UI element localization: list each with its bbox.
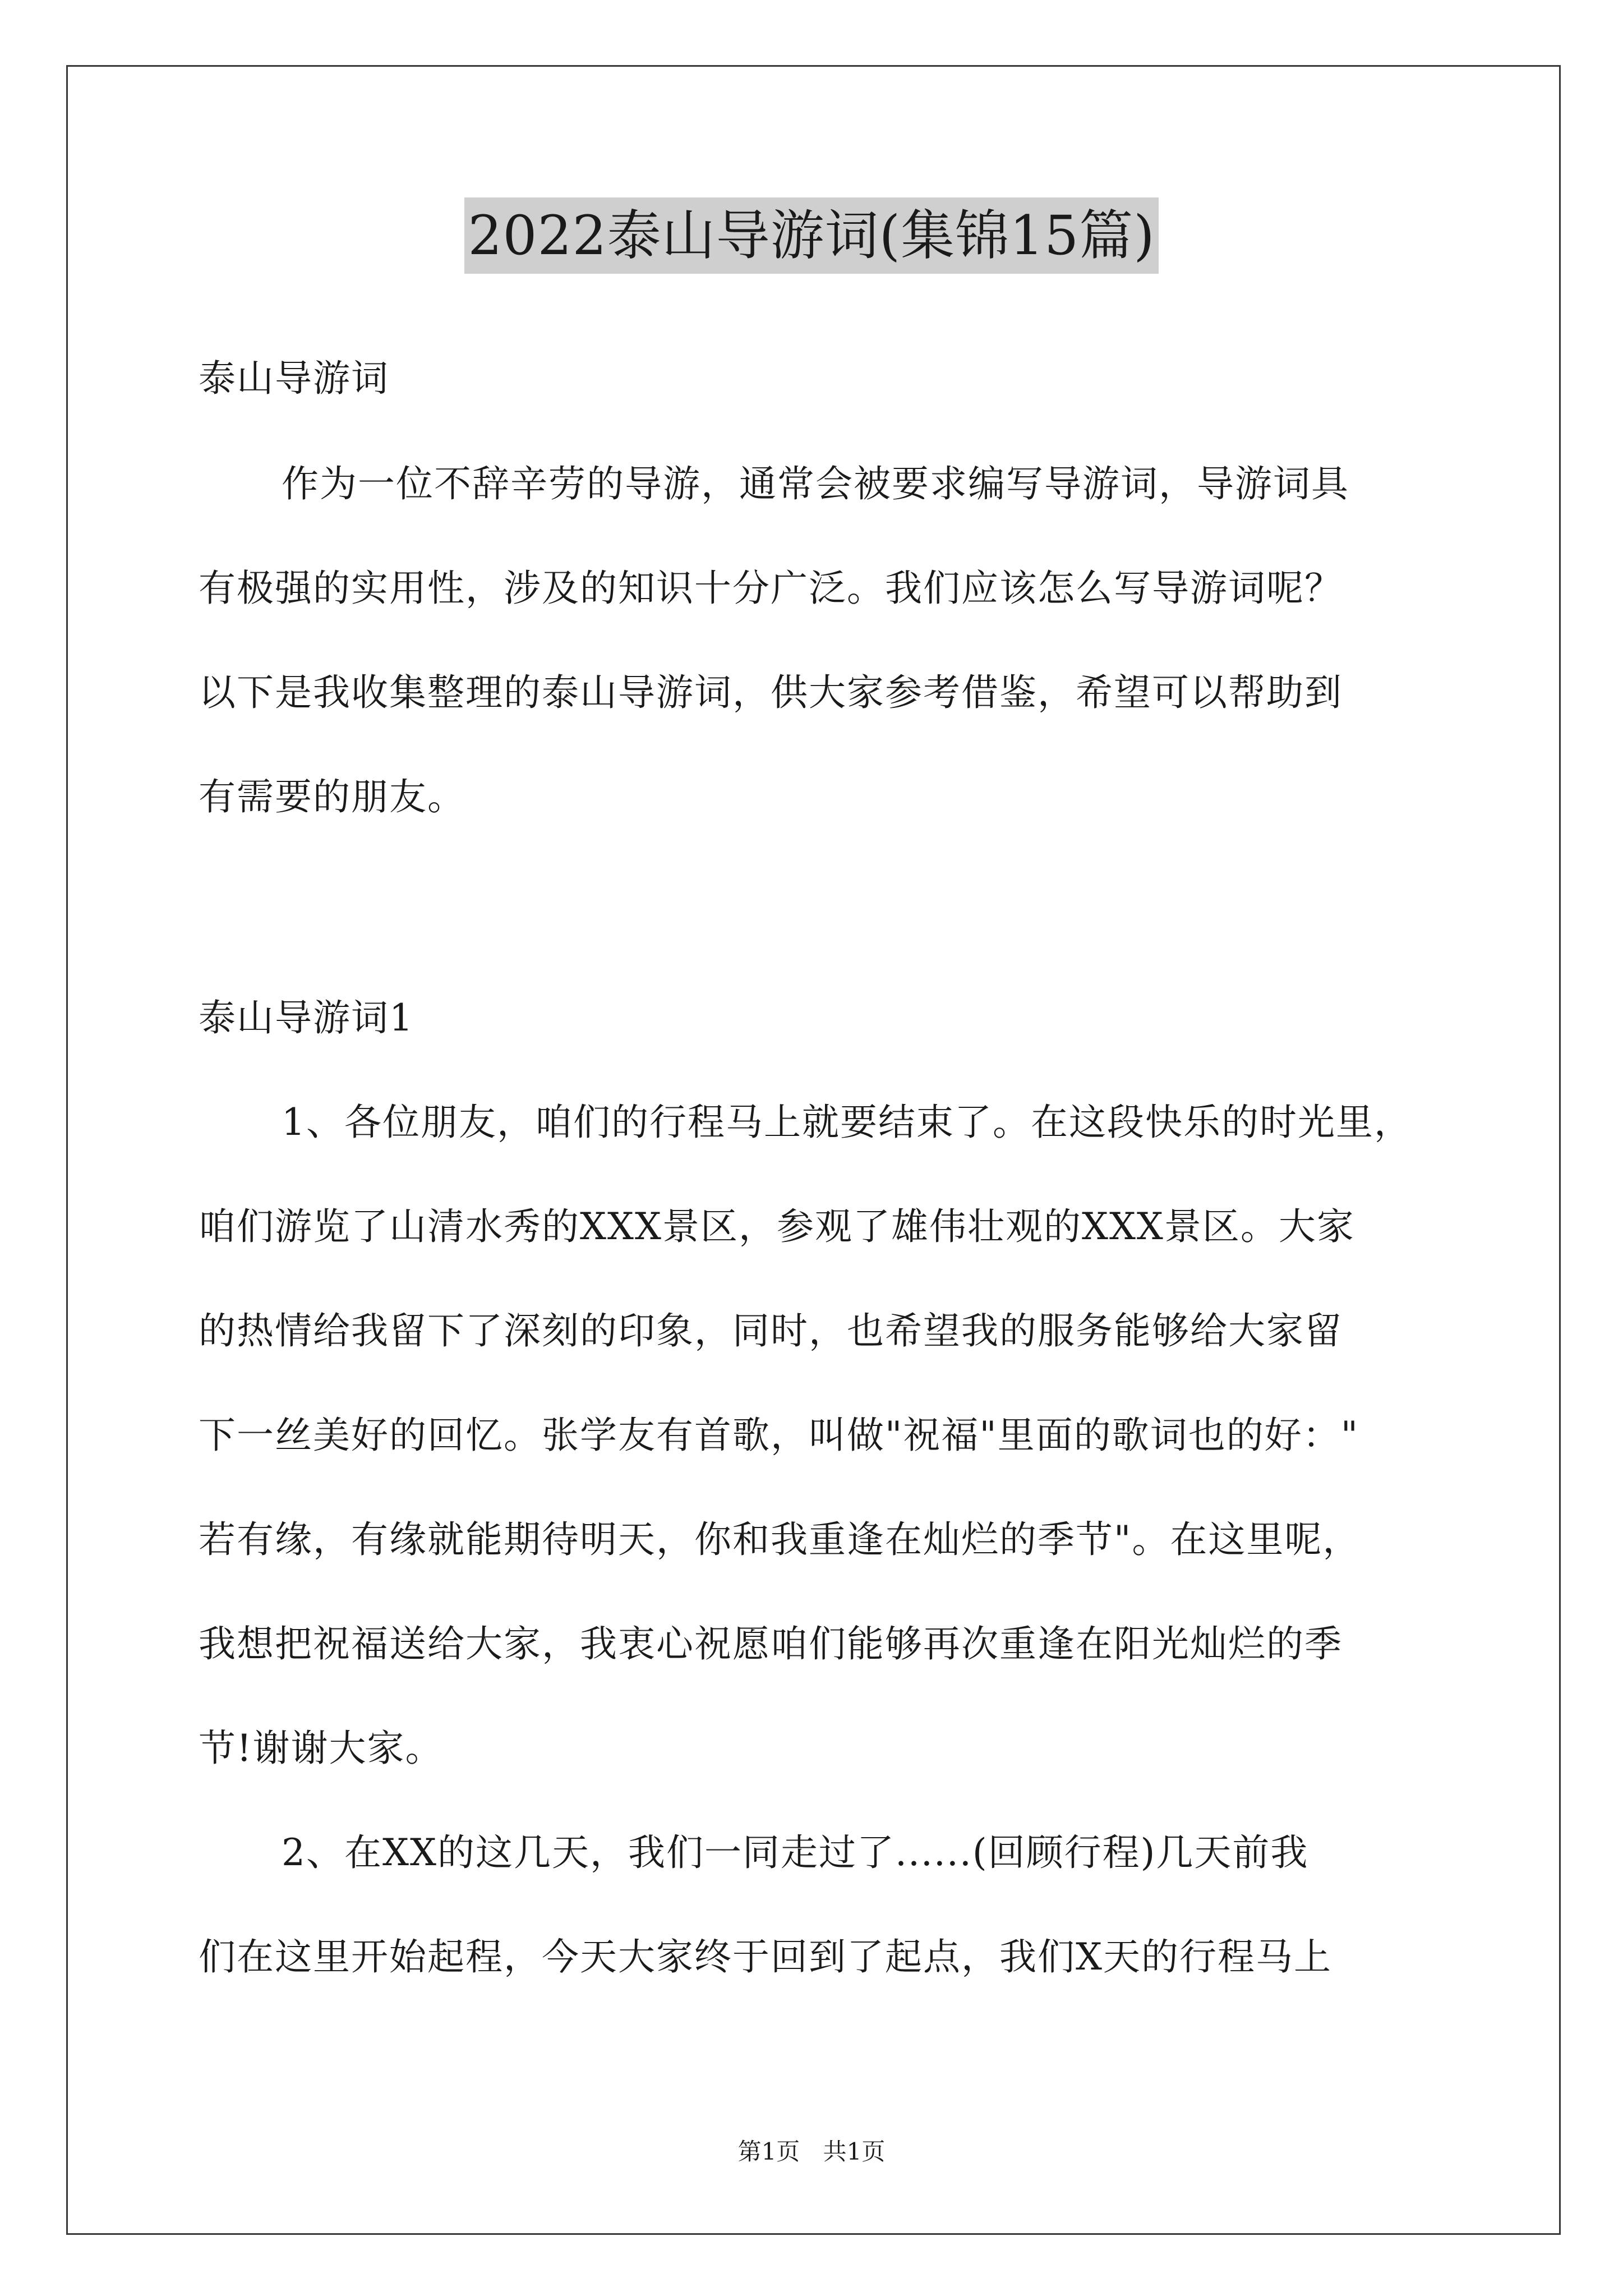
paragraph-line: 下一丝美好的回忆。张学友有首歌，叫做"祝福"里面的歌词也的好："	[199, 1414, 1359, 1457]
paragraph-line: 咱们游览了山清水秀的XXX景区，参观了雄伟壮观的XXX景区。大家	[199, 1205, 1355, 1248]
paragraph-line: 们在这里开始起程，今天大家终于回到了起点，我们X天的行程马上	[199, 1935, 1332, 1978]
page-number: 第1页	[737, 2138, 800, 2165]
page-total: 共1页	[823, 2138, 886, 2165]
paragraph-line: 1、各位朋友，咱们的行程马上就要结束了。在这段快乐的时光里，	[282, 1101, 1412, 1144]
paragraph-line: 若有缘，有缘就能期待明天，你和我重逢在灿烂的季节"。在这里呢，	[199, 1518, 1361, 1561]
intro-line: 有极强的实用性，涉及的知识十分广泛。我们应该怎么写导游词呢？	[199, 567, 1343, 610]
page-footer	[0, 2136, 1623, 2168]
paragraph-line: 节!谢谢大家。	[199, 1727, 444, 1770]
intro-line: 以下是我收集整理的泰山导游词，供大家参考借鉴，希望可以帮助到	[199, 671, 1343, 714]
intro-line: 有需要的朋友。	[199, 775, 465, 818]
paragraph-line: 我想把祝福送给大家，我衷心祝愿咱们能够再次重逢在阳光灿烂的季	[199, 1622, 1343, 1665]
title-container	[0, 197, 1623, 274]
paragraph-line: 2、在XX的这几天，我们一同走过了......(回顾行程)几天前我	[282, 1831, 1309, 1874]
document-title: 2022泰山导游词(集锦15篇)	[464, 197, 1158, 274]
section-heading: 泰山导游词1	[199, 996, 414, 1039]
intro-heading: 泰山导游词	[199, 357, 389, 400]
intro-line: 作为一位不辞辛劳的导游，通常会被要求编写导游词，导游词具	[282, 462, 1349, 505]
paragraph-line: 的热情给我留下了深刻的印象，同时，也希望我的服务能够给大家留	[199, 1309, 1343, 1352]
